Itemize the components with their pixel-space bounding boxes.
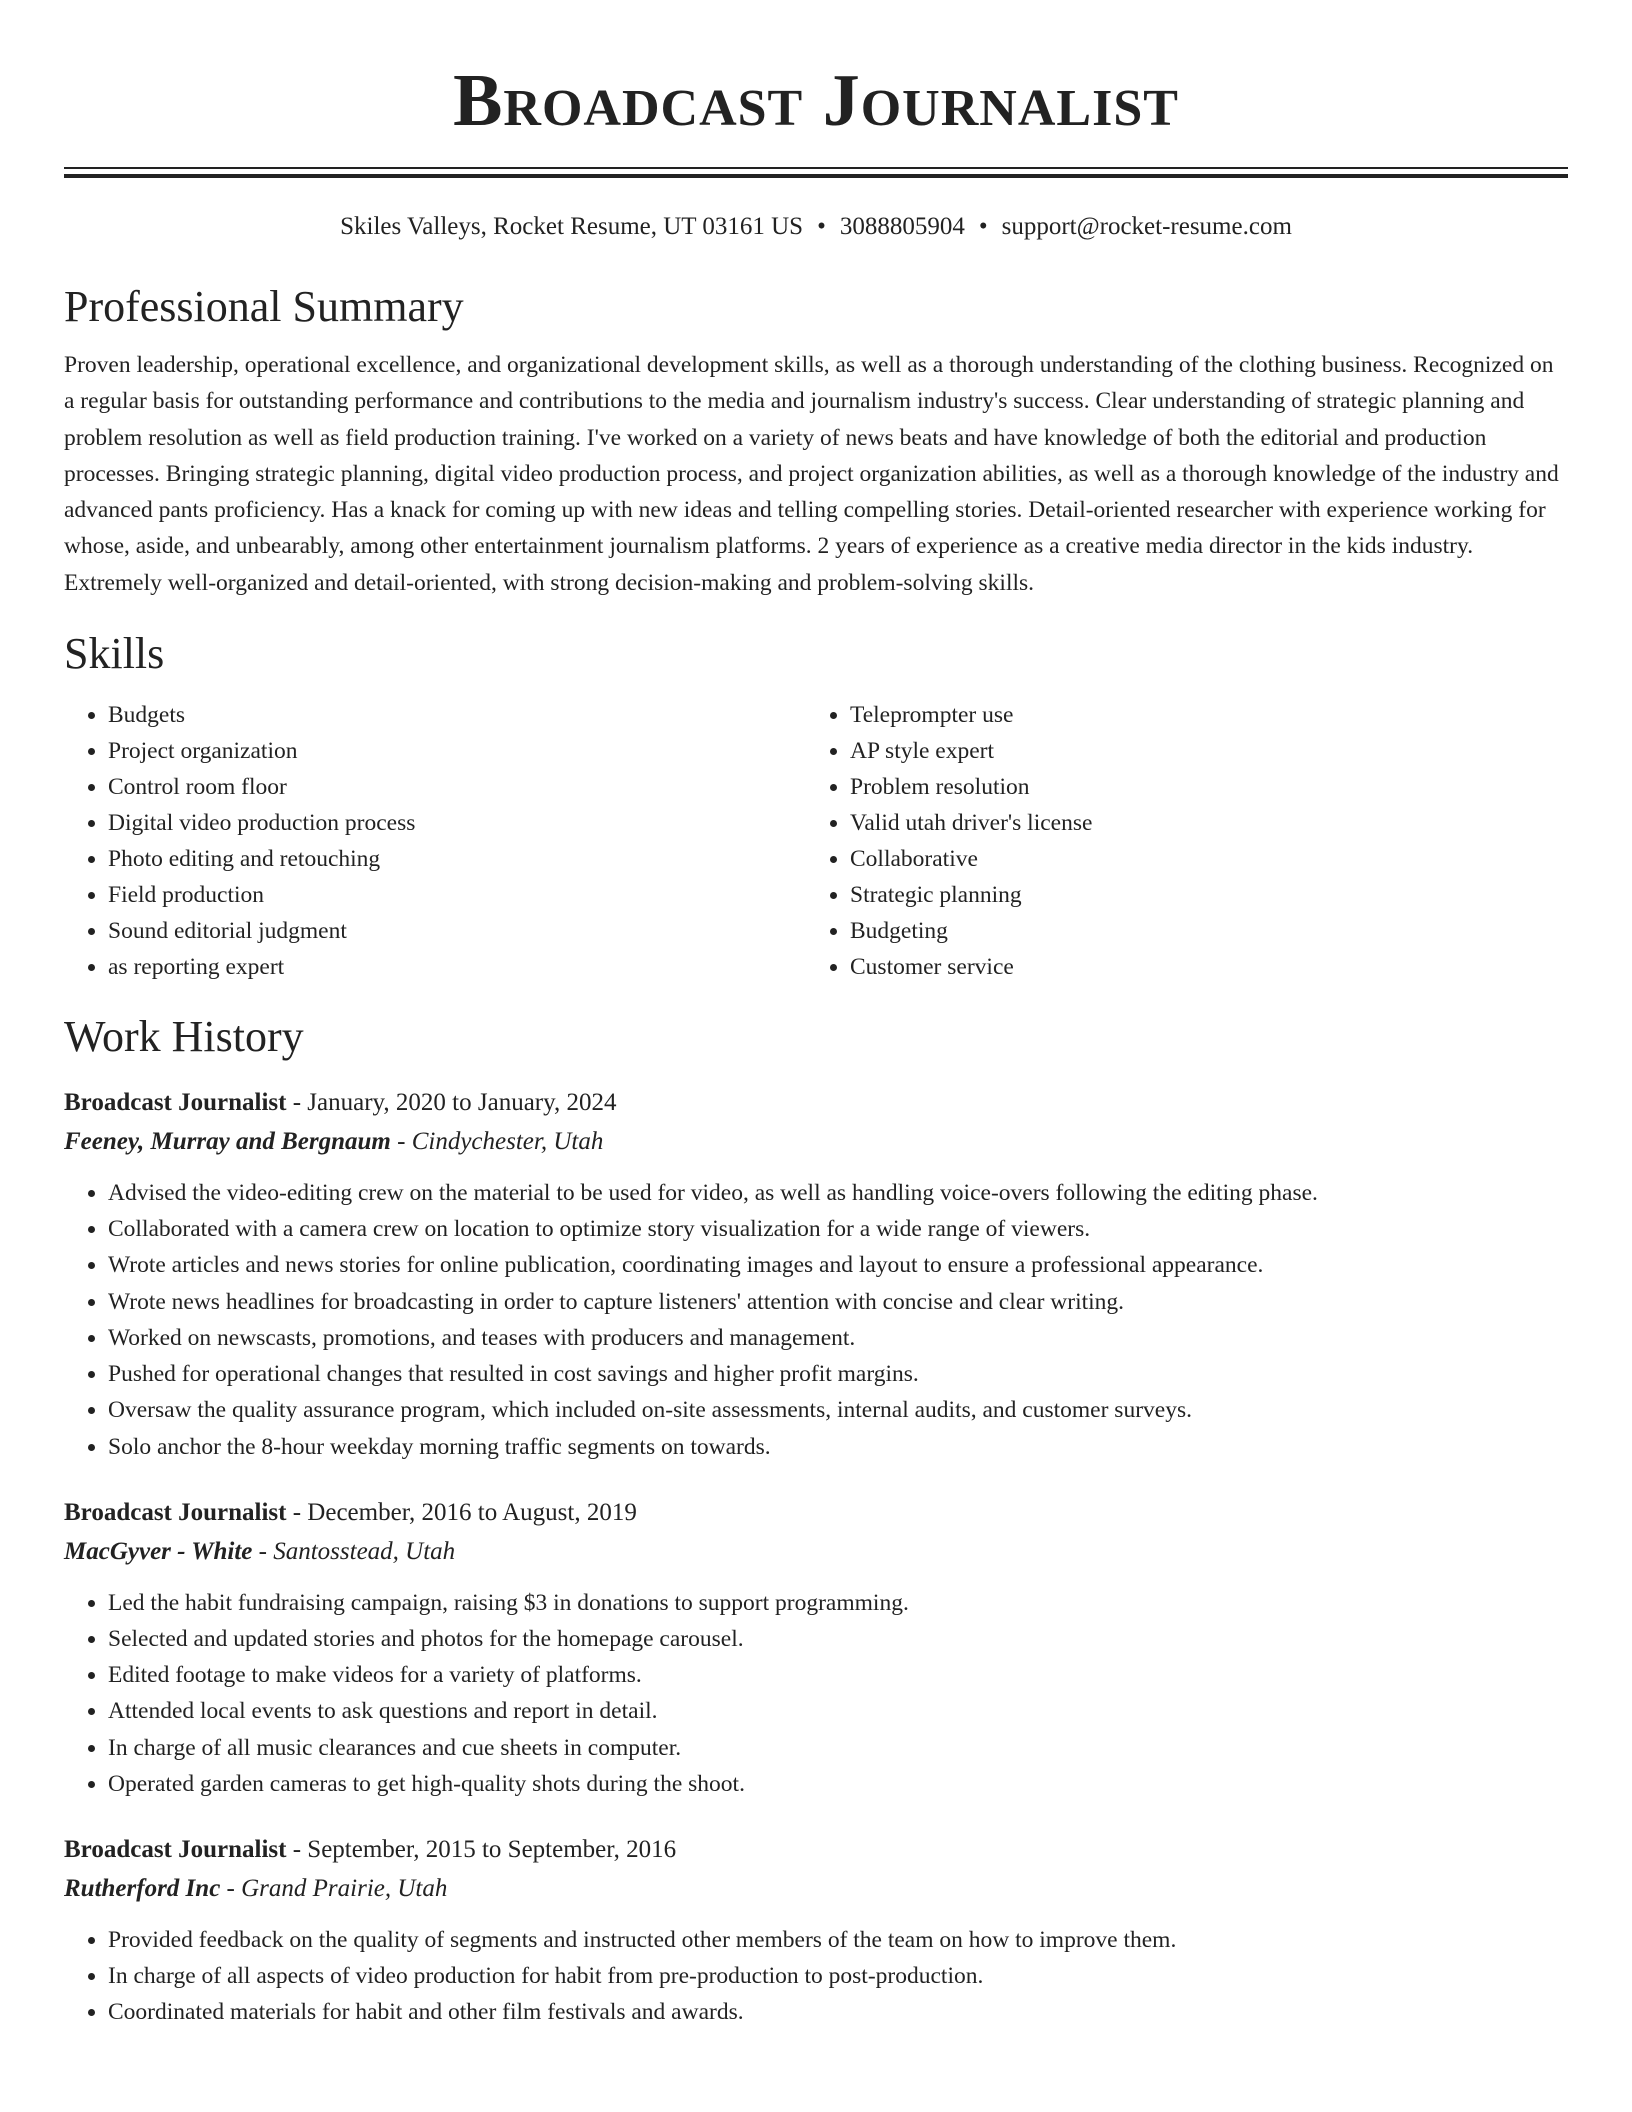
contact-phone: 3088805904 <box>839 213 965 240</box>
skills-heading: Skills <box>64 629 165 679</box>
job-title: Broadcast Journalist <box>64 1835 287 1863</box>
skill-item: • as reporting expert <box>108 949 806 985</box>
skill-item: • Digital video production process <box>108 805 806 841</box>
skill-item: • Budgets <box>108 697 806 733</box>
skill-item: • Budgeting <box>850 913 1548 949</box>
skill-item: • Sound editorial judgment <box>108 913 806 949</box>
contact-line <box>64 212 1568 242</box>
job-title-line <box>64 1830 1568 1869</box>
skill-item: • Strategic planning <box>850 877 1548 913</box>
job-title: Broadcast Journalist <box>64 1089 287 1117</box>
job-company-line <box>64 1532 1568 1571</box>
job-bullets <box>64 1175 1568 1465</box>
divider-thin <box>64 167 1568 169</box>
job-entry <box>64 1493 1568 1802</box>
job-company-line <box>64 1122 1568 1161</box>
job-bullet: • Coordinated materials for habit and other film festivals and awards. <box>108 1994 1568 2030</box>
skill-item: • Customer service <box>850 949 1548 985</box>
skill-item: • Valid utah driver's license <box>850 805 1548 841</box>
job-bullet: • Attended local events to ask questions and report in detail. <box>108 1693 1568 1729</box>
contact-address: Skiles Valleys, Rocket Resume, UT 03161 US <box>340 213 804 240</box>
job-location: - Cindychester, Utah <box>390 1128 604 1156</box>
job-dates: - September, 2015 to September, 2016 <box>286 1835 677 1863</box>
job-bullet: • Led the habit fundraising campaign, raising $3 in donations to support programming. <box>108 1585 1568 1621</box>
skill-item: • Project organization <box>108 733 806 769</box>
job-bullet: • In charge of all music clearances and cue sheets in computer. <box>108 1730 1568 1766</box>
job-location: - Grand Prairie, Utah <box>220 1874 448 1902</box>
job-bullet: • Provided feedback on the quality of segments and instructed other members of the team on how to improve them. <box>108 1922 1568 1958</box>
job-company-line <box>64 1869 1568 1908</box>
job-title-line <box>64 1493 1568 1532</box>
job-bullet: • Edited footage to make videos for a variety of platforms. <box>108 1657 1568 1693</box>
job-bullet: • Operated garden cameras to get high-quality shots during the shoot. <box>108 1766 1568 1802</box>
skills-list-left <box>64 697 806 985</box>
job-dates: - January, 2020 to January, 2024 <box>286 1089 617 1117</box>
job-bullets <box>64 1922 1568 2031</box>
job-entry <box>64 1830 1568 2031</box>
skill-item: • Photo editing and retouching <box>108 841 806 877</box>
job-bullet: • Wrote articles and news stories for online publication, coordinating images and layout to ensure a professional appearance. <box>108 1247 1568 1283</box>
job-entry <box>64 1083 1568 1465</box>
job-bullet: • Wrote news headlines for broadcasting in order to capture listeners' attention with concise and clear writing. <box>108 1284 1568 1320</box>
skill-item: • Problem resolution <box>850 769 1548 805</box>
header-divider <box>64 167 1568 178</box>
work-history-heading: Work History <box>64 1012 304 1062</box>
job-bullet: • Pushed for operational changes that resulted in cost savings and higher profit margins. <box>108 1356 1568 1392</box>
resume-name: Broadcast Journalist <box>453 60 1179 142</box>
skill-item: • Teleprompter use <box>850 697 1548 733</box>
job-company: Feeney, Murray and Bergnaum <box>64 1128 391 1156</box>
skills-columns <box>64 697 1568 985</box>
job-bullets <box>64 1585 1568 1802</box>
skill-item: • Control room floor <box>108 769 806 805</box>
job-title: Broadcast Journalist <box>64 1498 287 1526</box>
summary-heading: Professional Summary <box>64 282 464 331</box>
job-bullet: • Worked on newscasts, promotions, and teases with producers and management. <box>108 1320 1568 1356</box>
job-bullet: • Solo anchor the 8-hour weekday morning traffic segments on towards. <box>108 1429 1568 1465</box>
job-company: Rutherford Inc <box>64 1874 221 1902</box>
summary-text: Proven leadership, operational excellence, and organizational development skills, as well as a thorough understanding of the clothing business. Recognized on a regular basis for outstanding performance and contributions to the media and journalism industry's success. Clear understanding of strategic planning and problem resolution as well as field production training. I've worked on a variety of news beats and have knowledge of both the editorial and production processes. Bringing strategic planning, digital video production process, and project organization abilities, as well as a thorough knowledge of the industry and advanced pants proficiency. Has a knack for coming up with new ideas and telling compelling stories. Detail-oriented researcher with experience working for whose, aside, and unbearably, among other entertainment journalism platforms. 2 years of experience as a creative media director in the kids industry. Extremely well-organized and detail-oriented, with strong decision-making and problem-solving skills. <box>64 352 1559 596</box>
job-location: - Santosstead, Utah <box>252 1537 456 1565</box>
job-company: MacGyver - White <box>64 1537 253 1565</box>
job-bullet: • In charge of all aspects of video production for habit from pre-production to post-production. <box>108 1958 1568 1994</box>
skill-item: • AP style expert <box>850 733 1548 769</box>
job-bullet: • Selected and updated stories and photos for the homepage carousel. <box>108 1621 1568 1657</box>
job-bullet: • Oversaw the quality assurance program, which included on-site assessments, internal audits, and customer surveys. <box>108 1392 1568 1428</box>
job-bullet: • Collaborated with a camera crew on location to optimize story visualization for a wide range of viewers. <box>108 1211 1568 1247</box>
divider-thick <box>64 174 1568 178</box>
skill-item: • Field production <box>108 877 806 913</box>
contact-separator: • <box>978 213 988 240</box>
contact-separator: • <box>817 213 826 240</box>
job-bullet: • Advised the video-editing crew on the material to be used for video, as well as handling voice-overs following the editing phase. <box>108 1175 1568 1211</box>
skills-list-right <box>806 697 1548 985</box>
contact-email: support@rocket-resume.com <box>1001 213 1292 240</box>
job-title-line <box>64 1083 1568 1122</box>
job-dates: - December, 2016 to August, 2019 <box>286 1498 637 1526</box>
skill-item: • Collaborative <box>850 841 1548 877</box>
